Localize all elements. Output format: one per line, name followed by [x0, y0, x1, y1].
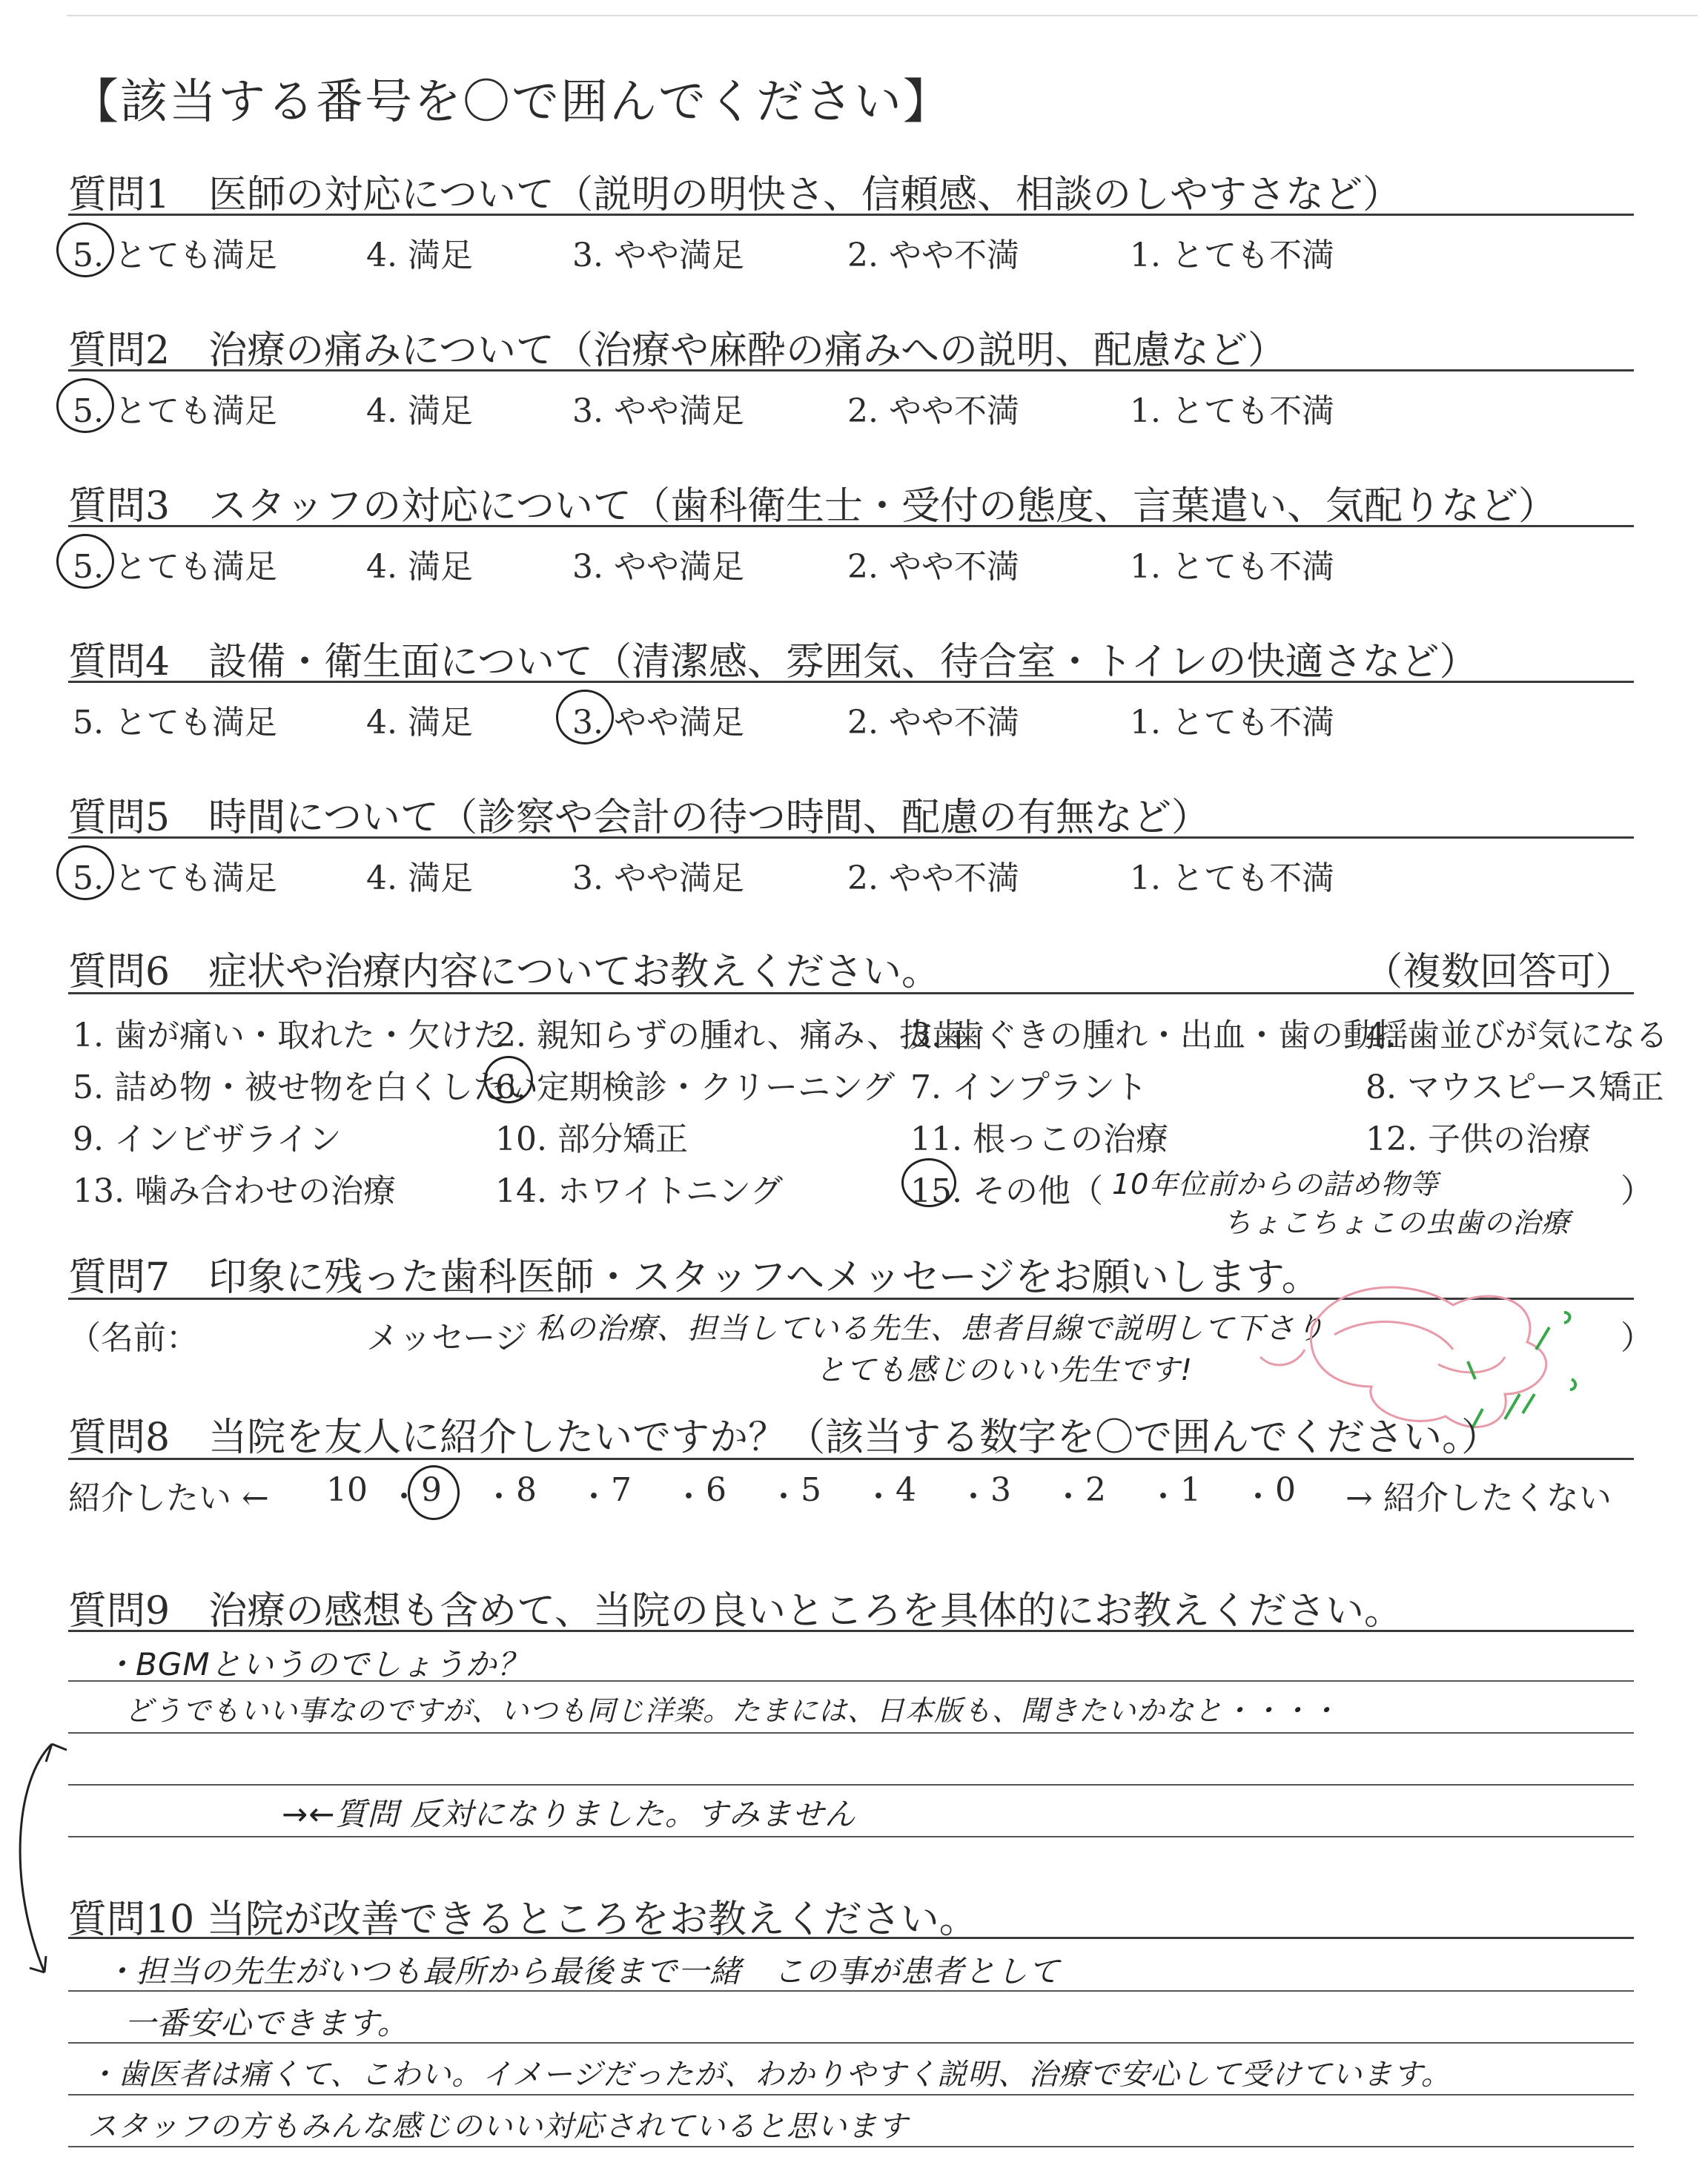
q7-message-label: メッセージ [366, 1319, 528, 1357]
q8-scale-1[interactable]: 1 [1180, 1471, 1201, 1509]
q6-other-line1: 10年位前からの詰め物等 [1112, 1168, 1439, 1200]
q8-scale-separator: ・ [483, 1479, 515, 1515]
q10-rule-4 [68, 2094, 1634, 2095]
q1-option-1[interactable]: 1. とても不満 [1130, 237, 1334, 274]
q2-option-1[interactable]: 1. とても不満 [1130, 392, 1334, 430]
q6-item-5[interactable]: 5. 詰め物・被せ物を白くしたい [73, 1069, 538, 1106]
q8-scale-separator: ・ [1053, 1479, 1085, 1515]
q8-scale-4[interactable]: 4 [896, 1471, 916, 1509]
q6-item-6[interactable]: 6. 定期検診・クリーニング [495, 1069, 896, 1106]
q6-item-3[interactable]: 3. 歯ぐきの腫れ・出血・歯の動揺 [910, 1017, 1409, 1054]
q7-name-label: （名前： [68, 1319, 199, 1357]
q5-option-4[interactable]: 4. 満足 [366, 859, 473, 897]
q1-option-3[interactable]: 3. やや満足 [572, 237, 744, 274]
q8-scale-5[interactable]: 5 [801, 1471, 821, 1509]
q6-item-8[interactable]: 8. マウスピース矯正 [1366, 1069, 1664, 1106]
q4-title: 質問4 設備・衛生面について（清潔感、雰囲気、待合室・トイレの快適さなど） [68, 640, 1478, 684]
q7-message-line1: 私の治療、担当している先生、患者目線で説明して下さり [535, 1312, 1325, 1346]
q5-option-5[interactable]: 5. とても満足 [73, 859, 277, 897]
q4-option-3[interactable]: 3. やや満足 [572, 704, 744, 742]
q7-title: 質問7 印象に残った歯科医師・スタッフへメッセージをお願いします。 [68, 1255, 1320, 1300]
q6-other-close: ） [1621, 1172, 1653, 1210]
q6-item-13[interactable]: 13. 噛み合わせの治療 [73, 1172, 396, 1210]
q1-option-2[interactable]: 2. やや不満 [847, 237, 1019, 274]
q6-item-7[interactable]: 7. インプラント [910, 1069, 1148, 1106]
q6-item-1[interactable]: 1. 歯が痛い・取れた・欠けた [73, 1017, 506, 1054]
q6-item-4[interactable]: 4. 歯並びが気になる [1366, 1017, 1668, 1054]
q9-line-4: →←質問 反対になりました。すみません [282, 1796, 856, 1832]
q1-option-4[interactable]: 4. 満足 [366, 237, 473, 274]
q8-scale-separator: ・ [1148, 1479, 1179, 1515]
q8-scale-separator: ・ [1242, 1479, 1274, 1515]
q10-rule-1 [68, 1937, 1634, 1939]
q6-item-12[interactable]: 12. 子供の治療 [1366, 1120, 1591, 1158]
q3-title: 質問3 スタッフの対応について（歯科衛生士・受付の態度、言葉遣い、気配りなど） [68, 484, 1558, 529]
q8-scale-separator: ・ [578, 1479, 610, 1515]
q8-scale-separator: ・ [388, 1479, 420, 1515]
q10-title: 質問10 当院が改善できるところをお教えください。 [68, 1898, 978, 1942]
q7-close: ） [1621, 1319, 1653, 1357]
q7-message-line2: とても感じのいい先生です! [815, 1353, 1194, 1387]
q3-option-3[interactable]: 3. やや満足 [572, 548, 744, 586]
q8-left-label: 紹介したい ← [68, 1479, 269, 1517]
q8-scale-7[interactable]: 7 [611, 1471, 632, 1509]
q6-item-2[interactable]: 2. 親知らずの腫れ、痛み、抜歯 [495, 1017, 965, 1054]
q1-title: 質問1 医師の対応について（説明の明快さ、信頼感、相談のしやすさなど） [68, 173, 1401, 217]
q8-scale-2[interactable]: 2 [1085, 1471, 1106, 1509]
q6-title: 質問6 症状や治療内容についてお教えください。 [68, 950, 941, 994]
q10-line-4: スタッフの方もみんな感じのいい対応されていると思います [87, 2110, 908, 2144]
q6-multi-note: （複数回答可） [1364, 950, 1635, 994]
q4-option-5[interactable]: 5. とても満足 [73, 704, 277, 742]
q6-other-line2: ちょこちょこの虫歯の治療 [1223, 1206, 1571, 1239]
q6-item-11[interactable]: 11. 根っこの治療 [910, 1120, 1168, 1158]
q8-scale-3[interactable]: 3 [990, 1471, 1011, 1509]
q5-option-3[interactable]: 3. やや満足 [572, 859, 744, 897]
q3-option-4[interactable]: 4. 満足 [366, 548, 473, 586]
q3-option-1[interactable]: 1. とても不満 [1130, 548, 1334, 586]
instruction-heading: 【該当する番号を〇で囲んでください】 [71, 75, 952, 130]
q6-item-14[interactable]: 14. ホワイトニング [495, 1172, 784, 1210]
q10-line-3: ・歯医者は痛くて、こわい。イメージだったが、わかりやすく説明、治療で安心して受けています。 [87, 2058, 1452, 2092]
q5-option-1[interactable]: 1. とても不満 [1130, 859, 1334, 897]
q5-title: 質問5 時間について（診察や会計の待つ時間、配慮の有無など） [68, 796, 1211, 840]
q9-line-1: ・BGMというのでしょうか？ [104, 1646, 529, 1682]
q8-scale-8[interactable]: 8 [516, 1471, 537, 1509]
q2-option-5[interactable]: 5. とても満足 [73, 392, 277, 430]
q2-title: 質問2 治療の痛みについて（治療や麻酔の痛みへの説明、配慮など） [68, 328, 1287, 373]
q8-scale-separator: ・ [863, 1479, 895, 1515]
q8-scale-separator: ・ [673, 1479, 705, 1515]
q6-item-10[interactable]: 10. 部分矯正 [495, 1120, 688, 1158]
q2-option-4[interactable]: 4. 満足 [366, 392, 473, 430]
q1-option-5[interactable]: 5. とても満足 [73, 237, 277, 274]
q10-line-2: 一番安心できます。 [125, 2005, 409, 2041]
q9-title: 質問9 治療の感想も含めて、当院の良いところを具体的にお教えください。 [68, 1589, 1403, 1634]
q3-option-2[interactable]: 2. やや不満 [847, 548, 1019, 586]
q6-item-9[interactable]: 9. インビザライン [73, 1120, 342, 1158]
q5-option-2[interactable]: 2. やや不満 [847, 859, 1019, 897]
q3-option-5[interactable]: 5. とても満足 [73, 548, 277, 586]
q8-scale-6[interactable]: 6 [706, 1471, 726, 1509]
q10-rule-5 [68, 2146, 1634, 2147]
q4-option-1[interactable]: 1. とても不満 [1130, 704, 1334, 742]
q8-scale-separator: ・ [958, 1479, 990, 1515]
q4-option-2[interactable]: 2. やや不満 [847, 704, 1019, 742]
q8-scale-0[interactable]: 0 [1275, 1471, 1296, 1509]
q2-option-2[interactable]: 2. やや不満 [847, 392, 1019, 430]
q9-line-2: どうでもいい事なのですが、いつも同じ洋楽。たまには、日本版も、聞きたいかなと・・・・ [125, 1694, 1340, 1727]
q8-scale-9[interactable]: 9 [421, 1471, 442, 1509]
q6-item-15[interactable]: 15. その他（ [910, 1172, 1103, 1210]
q10-line-1: ・担当の先生がいつも最所から最後まで一緒 この事が患者として [104, 1953, 1061, 1989]
q8-scale-10[interactable]: 10 [326, 1471, 368, 1509]
q8-scale-separator: ・ [768, 1479, 800, 1515]
q8-title: 質問8 当院を友人に紹介したいですか？（該当する数字を〇で囲んでください。） [68, 1416, 1500, 1460]
q8-right-label: → 紹介したくない [1345, 1479, 1612, 1517]
q2-option-3[interactable]: 3. やや満足 [572, 392, 744, 430]
q4-option-4[interactable]: 4. 満足 [366, 704, 473, 742]
